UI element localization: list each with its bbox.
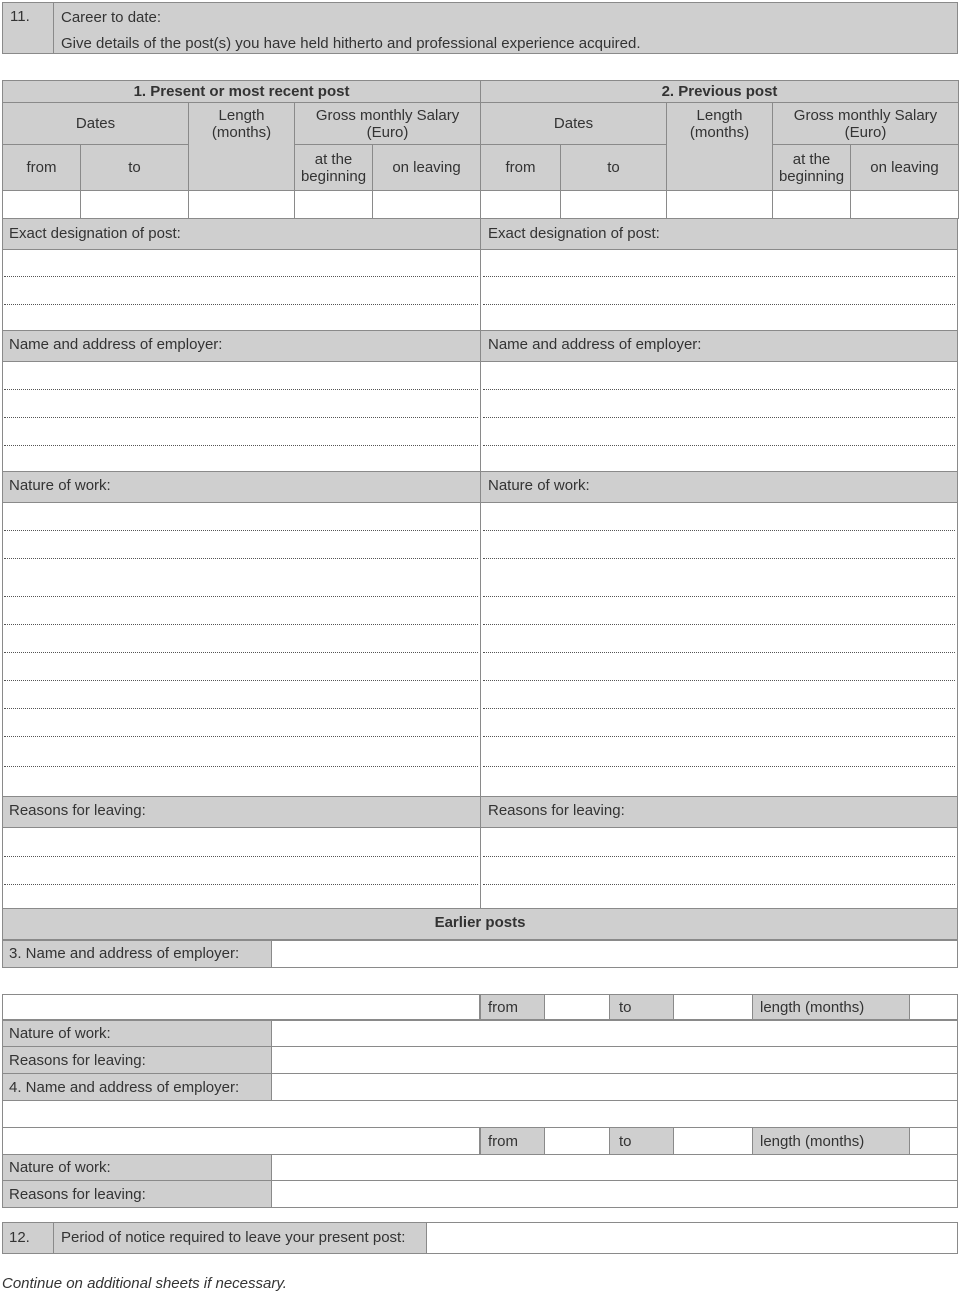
section-12-label: Period of notice required to leave your present post: [61, 1229, 406, 1246]
section-11-instruction: Give details of the post(s) you have held hitherto and professional experience acquired. [61, 35, 641, 52]
post3-to-input[interactable] [673, 994, 753, 1020]
post4-length-input[interactable] [909, 1127, 958, 1155]
post2-from-input[interactable] [481, 191, 561, 219]
post2-header-table [480, 80, 959, 219]
post1-salary-beginning-input[interactable] [295, 191, 373, 219]
nature-label-left: Nature of work: [9, 477, 111, 494]
nature-line-right-2[interactable] [483, 558, 955, 559]
nature-line-left-5[interactable] [4, 652, 478, 653]
post3-employer-input-line2[interactable] [2, 994, 480, 1020]
designation-line-left-1[interactable] [4, 276, 478, 277]
post1-length-input[interactable] [189, 191, 295, 219]
post3-length-input[interactable] [909, 994, 958, 1020]
post3-nature-label: Nature of work: [9, 1025, 111, 1042]
post4-reasons-input[interactable] [271, 1180, 958, 1208]
nature-line-left-3[interactable] [4, 596, 478, 597]
designation-line-right-1[interactable] [483, 276, 955, 277]
post2-length-label: Length (months) [667, 103, 773, 191]
post4-nature-input[interactable] [271, 1154, 958, 1181]
post1-from-input[interactable] [3, 191, 81, 219]
nature-line-left-8[interactable] [4, 736, 478, 737]
nature-line-left-4[interactable] [4, 624, 478, 625]
nature-line-right-8[interactable] [483, 736, 955, 737]
nature-line-right-4[interactable] [483, 624, 955, 625]
post1-salary-leaving-input[interactable] [373, 191, 481, 219]
post2-to-input[interactable] [561, 191, 667, 219]
post1-length-label: Length (months) [189, 103, 295, 191]
nature-line-left-1[interactable] [4, 530, 478, 531]
reasons-line-left-2[interactable] [4, 884, 478, 885]
nature-line-right-3[interactable] [483, 596, 955, 597]
section-11-number: 11. [10, 8, 30, 25]
post4-employer-label: 4. Name and address of employer: [9, 1079, 240, 1096]
designation-label-right: Exact designation of post: [488, 225, 660, 242]
post1-heading: 1. Present or most recent post [3, 81, 481, 103]
nature-line-right-9[interactable] [483, 766, 955, 767]
post1-salary-label: Gross monthly Salary (Euro) [295, 103, 481, 145]
post4-from-input[interactable] [544, 1127, 610, 1155]
post1-dates-label: Dates [3, 103, 189, 145]
post3-reasons-input[interactable] [271, 1046, 958, 1074]
footer-note: Continue on additional sheets if necessary. [2, 1275, 287, 1292]
post4-length-label: length (months) [760, 1133, 865, 1150]
nature-line-left-2[interactable] [4, 558, 478, 559]
designation-line-right-2[interactable] [483, 304, 955, 305]
designation-label-left: Exact designation of post: [9, 225, 181, 242]
post3-to-label: to [619, 999, 632, 1016]
reasons-label-left: Reasons for leaving: [9, 802, 146, 819]
post2-on-leaving-label: on leaving [851, 145, 959, 191]
designation-line-left-2[interactable] [4, 304, 478, 305]
post2-length-input[interactable] [667, 191, 773, 219]
post3-employer-input[interactable] [271, 940, 958, 968]
nature-line-right-7[interactable] [483, 708, 955, 709]
post2-dates-label: Dates [481, 103, 667, 145]
post3-employer-label: 3. Name and address of employer: [9, 945, 240, 962]
employer-line-right-1[interactable] [483, 389, 955, 390]
reasons-line-left-1[interactable] [4, 856, 478, 857]
earlier-posts-heading: Earlier posts [434, 914, 526, 931]
post2-from-label: from [481, 145, 561, 191]
post4-employer-input[interactable] [271, 1073, 958, 1101]
post3-reasons-label: Reasons for leaving: [9, 1052, 146, 1069]
post2-to-label: to [561, 145, 667, 191]
section-12-number: 12. [9, 1229, 30, 1246]
employer-line-left-2[interactable] [4, 417, 478, 418]
post4-to-input[interactable] [673, 1127, 753, 1155]
post1-to-input[interactable] [81, 191, 189, 219]
reasons-line-right-2[interactable] [483, 884, 955, 885]
post3-length-label: length (months) [760, 999, 865, 1016]
nature-line-right-6[interactable] [483, 680, 955, 681]
reasons-line-right-1[interactable] [483, 856, 955, 857]
post2-at-beginning-label: at the beginning [773, 145, 851, 191]
post2-salary-label: Gross monthly Salary (Euro) [773, 103, 959, 145]
post3-from-input[interactable] [544, 994, 610, 1020]
post2-salary-beginning-input[interactable] [773, 191, 851, 219]
employer-line-left-1[interactable] [4, 389, 478, 390]
post1-at-beginning-label: at the beginning [295, 145, 373, 191]
post4-nature-label: Nature of work: [9, 1159, 111, 1176]
employer-line-left-3[interactable] [4, 445, 478, 446]
employer-label-right: Name and address of employer: [488, 336, 702, 353]
post2-heading: 2. Previous post [481, 81, 959, 103]
post3-from-label: from [488, 999, 518, 1016]
employer-line-right-3[interactable] [483, 445, 955, 446]
post1-on-leaving-label: on leaving [373, 145, 481, 191]
employer-line-right-2[interactable] [483, 417, 955, 418]
section-12-notice-input[interactable] [426, 1222, 958, 1254]
post1-from-label: from [3, 145, 81, 191]
nature-line-left-6[interactable] [4, 680, 478, 681]
post4-employer-input-line3[interactable] [2, 1127, 480, 1155]
post4-reasons-label: Reasons for leaving: [9, 1186, 146, 1203]
nature-line-right-1[interactable] [483, 530, 955, 531]
post1-to-label: to [81, 145, 189, 191]
post4-to-label: to [619, 1133, 632, 1150]
nature-line-left-7[interactable] [4, 708, 478, 709]
nature-line-left-9[interactable] [4, 766, 478, 767]
post3-nature-input[interactable] [271, 1020, 958, 1047]
reasons-label-right: Reasons for leaving: [488, 802, 625, 819]
section-11-title: Career to date: [61, 9, 162, 26]
employer-label-left: Name and address of employer: [9, 336, 223, 353]
post4-from-label: from [488, 1133, 518, 1150]
nature-label-right: Nature of work: [488, 477, 590, 494]
post2-salary-leaving-input[interactable] [851, 191, 959, 219]
post1-header-table [2, 80, 481, 219]
nature-line-right-5[interactable] [483, 652, 955, 653]
post4-employer-input-line2[interactable] [2, 1100, 958, 1128]
